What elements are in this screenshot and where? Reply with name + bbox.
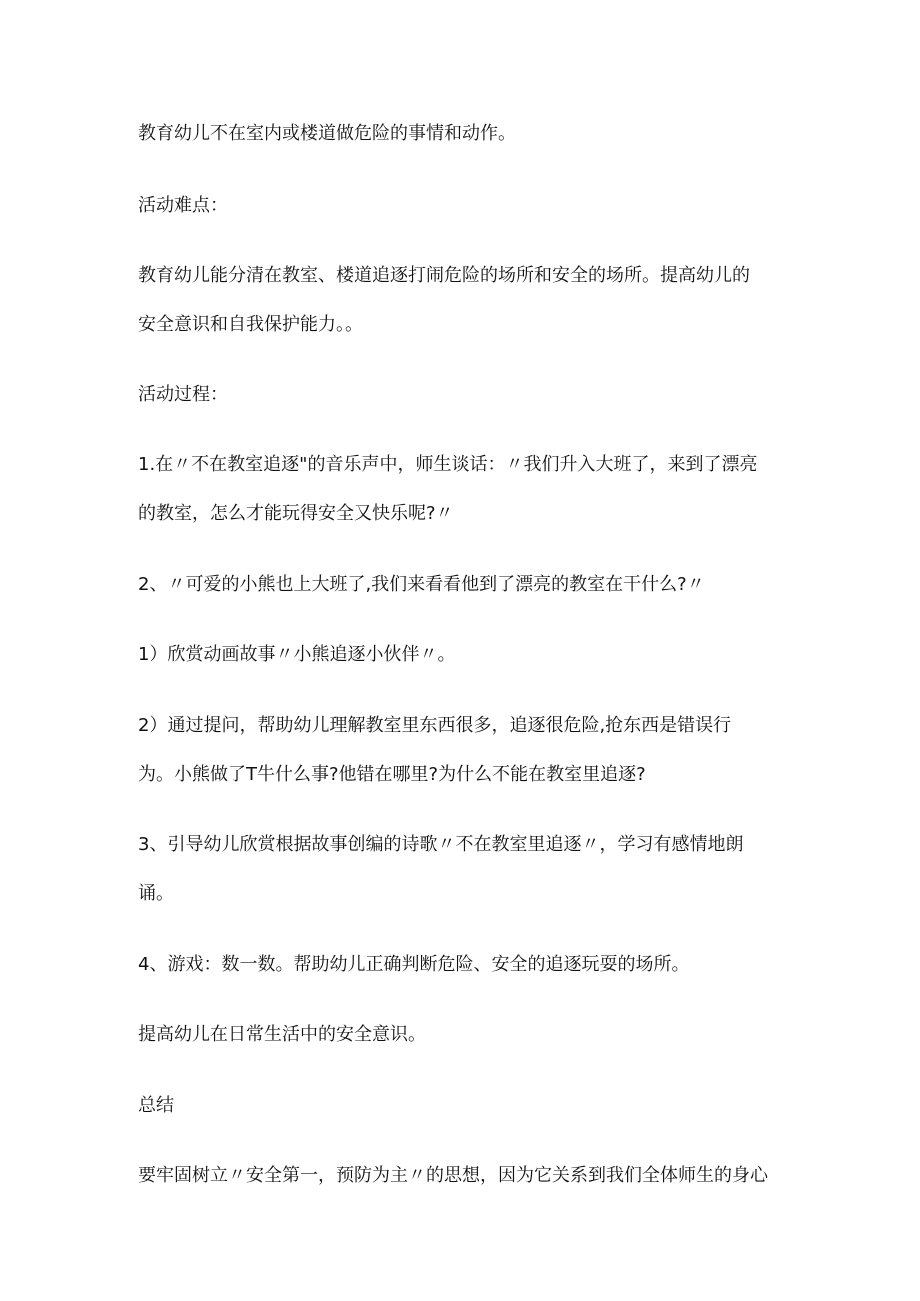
text-line-goal: 教育幼儿不在室内或楼道做危险的事情和动作。	[138, 123, 516, 144]
text-line-step2: 2、〃可爱的小熊也上大班了,我们来看看他到了漂亮的教室在干什么?〃	[138, 574, 705, 595]
text-line-step3-2: 诵。	[138, 883, 174, 904]
text-line-step1-2: 的教室，怎么才能玩得安全又快乐呢?〃	[138, 503, 454, 524]
text-line-step2-sub1: 1）欣赏动画故事〃小熊追逐小伙伴〃。	[138, 644, 456, 665]
text-line-step4: 4、游戏：数一数。帮助幼儿正确判断危险、安全的追逐玩耍的场所。	[138, 954, 690, 975]
heading-process: 活动过程：	[138, 384, 228, 405]
heading-summary: 总结	[138, 1095, 174, 1116]
text-line-step3-1: 3、引导幼儿欣赏根据故事创编的诗歌〃不在教室里追逐〃，学习有感情地朗	[138, 834, 744, 855]
text-line-step2-sub2-1: 2）通过提问，帮助幼儿理解教室里东西很多，追逐很危险,抢东西是错误行	[138, 715, 732, 736]
text-line-step2-sub2-2: 为。小熊做了T牛什么事?他错在哪里?为什么不能在教室里追逐?	[138, 764, 646, 785]
text-line-difficulty-1: 教育幼儿能分清在教室、楼道追逐打闹危险的场所和安全的场所。提高幼儿的	[138, 265, 750, 286]
text-line-step1-1: 1.在〃不在教室追逐"的音乐声中，师生谈话：〃我们升入大班了，来到了漂亮	[138, 454, 758, 475]
text-line-awareness: 提高幼儿在日常生活中的安全意识。	[138, 1024, 426, 1045]
text-line-summary-1: 要牢固树立〃安全第一，预防为主〃的思想，因为它关系到我们全体师生的身心	[138, 1165, 768, 1186]
heading-difficulty: 活动难点：	[138, 195, 228, 216]
text-line-difficulty-2: 安全意识和自我保护能力。。	[138, 314, 363, 335]
